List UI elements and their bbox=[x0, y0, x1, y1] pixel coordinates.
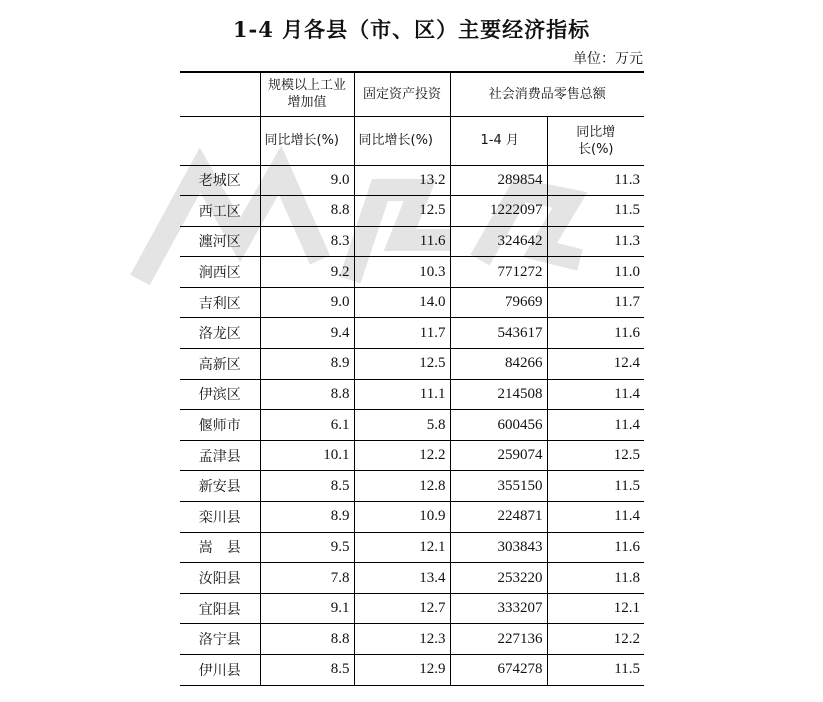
county-name-cell: 偃师市 bbox=[180, 410, 260, 441]
header-industrial: 规模以上工业增加值 bbox=[260, 72, 354, 116]
table-row bbox=[180, 318, 644, 349]
retail-growth-cell: 12.5 bbox=[547, 440, 644, 471]
county-name-cell: 汝阳县 bbox=[180, 563, 260, 594]
retail-growth-cell: 11.4 bbox=[547, 379, 644, 410]
subheader-industrial-growth: 同比增长(%) bbox=[260, 116, 354, 165]
industrial-growth-cell: 8.9 bbox=[260, 502, 354, 533]
table-row bbox=[180, 471, 644, 502]
county-name-cell: 吉利区 bbox=[180, 287, 260, 318]
county-name-cell: 伊川县 bbox=[180, 655, 260, 686]
retail-total-cell: 253220 bbox=[450, 563, 547, 594]
table-row bbox=[180, 226, 644, 257]
investment-growth-cell: 12.5 bbox=[354, 196, 450, 227]
retail-growth-cell: 11.6 bbox=[547, 318, 644, 349]
table-row bbox=[180, 593, 644, 624]
industrial-growth-cell: 7.8 bbox=[260, 563, 354, 594]
investment-growth-cell: 11.7 bbox=[354, 318, 450, 349]
retail-growth-cell: 11.4 bbox=[547, 502, 644, 533]
table-row bbox=[180, 624, 644, 655]
investment-growth-cell: 12.3 bbox=[354, 624, 450, 655]
industrial-growth-cell: 9.4 bbox=[260, 318, 354, 349]
table-row bbox=[180, 502, 644, 533]
page-title: 1-4 月各县（市、区）主要经济指标 bbox=[232, 17, 591, 42]
subheader-retail-period: 1-4 月 bbox=[450, 116, 547, 165]
investment-growth-cell: 10.3 bbox=[354, 257, 450, 288]
retail-growth-cell: 12.4 bbox=[547, 349, 644, 380]
industrial-growth-cell: 9.0 bbox=[260, 165, 354, 196]
table-row bbox=[180, 563, 644, 594]
industrial-growth-cell: 8.5 bbox=[260, 471, 354, 502]
county-name-cell: 宜阳县 bbox=[180, 593, 260, 624]
investment-growth-cell: 11.1 bbox=[354, 379, 450, 410]
economic-indicators-table bbox=[180, 71, 644, 686]
retail-total-cell: 543617 bbox=[450, 318, 547, 349]
investment-growth-cell: 12.2 bbox=[354, 440, 450, 471]
county-name-cell: 西工区 bbox=[180, 196, 260, 227]
industrial-growth-cell: 9.2 bbox=[260, 257, 354, 288]
table-row bbox=[180, 349, 644, 380]
retail-growth-cell: 11.4 bbox=[547, 410, 644, 441]
county-name-cell: 洛龙区 bbox=[180, 318, 260, 349]
retail-growth-cell: 11.7 bbox=[547, 287, 644, 318]
county-name-cell: 孟津县 bbox=[180, 440, 260, 471]
retail-total-cell: 324642 bbox=[450, 226, 547, 257]
county-name-cell: 嵩 县 bbox=[180, 532, 260, 563]
investment-growth-cell: 14.0 bbox=[354, 287, 450, 318]
investment-growth-cell: 12.9 bbox=[354, 655, 450, 686]
industrial-growth-cell: 9.1 bbox=[260, 593, 354, 624]
retail-growth-cell: 11.3 bbox=[547, 226, 644, 257]
table-row bbox=[180, 165, 644, 196]
table-row bbox=[180, 379, 644, 410]
county-name-cell: 新安县 bbox=[180, 471, 260, 502]
county-name-cell: 涧西区 bbox=[180, 257, 260, 288]
retail-total-cell: 79669 bbox=[450, 287, 547, 318]
header-retail: 社会消费品零售总额 bbox=[450, 72, 644, 116]
table-row bbox=[180, 532, 644, 563]
industrial-growth-cell: 8.3 bbox=[260, 226, 354, 257]
investment-growth-cell: 10.9 bbox=[354, 502, 450, 533]
retail-total-cell: 1222097 bbox=[450, 196, 547, 227]
investment-growth-cell: 12.1 bbox=[354, 532, 450, 563]
retail-total-cell: 289854 bbox=[450, 165, 547, 196]
investment-growth-cell: 12.8 bbox=[354, 471, 450, 502]
retail-total-cell: 259074 bbox=[450, 440, 547, 471]
retail-growth-cell: 11.5 bbox=[547, 655, 644, 686]
retail-total-cell: 303843 bbox=[450, 532, 547, 563]
retail-total-cell: 600456 bbox=[450, 410, 547, 441]
investment-growth-cell: 12.5 bbox=[354, 349, 450, 380]
industrial-growth-cell: 8.8 bbox=[260, 624, 354, 655]
table-row bbox=[180, 440, 644, 471]
industrial-growth-cell: 8.9 bbox=[260, 349, 354, 380]
retail-growth-cell: 11.3 bbox=[547, 165, 644, 196]
retail-growth-cell: 11.5 bbox=[547, 471, 644, 502]
industrial-growth-cell: 8.5 bbox=[260, 655, 354, 686]
county-name-cell: 洛宁县 bbox=[180, 624, 260, 655]
subheader-retail-growth: 同比增长(%) bbox=[547, 116, 644, 165]
retail-total-cell: 355150 bbox=[450, 471, 547, 502]
county-name-cell: 栾川县 bbox=[180, 502, 260, 533]
retail-total-cell: 84266 bbox=[450, 349, 547, 380]
retail-total-cell: 214508 bbox=[450, 379, 547, 410]
retail-total-cell: 224871 bbox=[450, 502, 547, 533]
investment-growth-cell: 11.6 bbox=[354, 226, 450, 257]
retail-total-cell: 674278 bbox=[450, 655, 547, 686]
retail-growth-cell: 12.1 bbox=[547, 593, 644, 624]
industrial-growth-cell: 6.1 bbox=[260, 410, 354, 441]
table-row bbox=[180, 196, 644, 227]
county-name-cell: 伊滨区 bbox=[180, 379, 260, 410]
header-investment: 固定资产投资 bbox=[354, 72, 450, 116]
retail-total-cell: 227136 bbox=[450, 624, 547, 655]
retail-total-cell: 771272 bbox=[450, 257, 547, 288]
subheader-investment-growth: 同比增长(%) bbox=[354, 116, 450, 165]
industrial-growth-cell: 8.8 bbox=[260, 196, 354, 227]
industrial-growth-cell: 8.8 bbox=[260, 379, 354, 410]
retail-growth-cell: 11.0 bbox=[547, 257, 644, 288]
retail-growth-cell: 11.5 bbox=[547, 196, 644, 227]
table-row bbox=[180, 287, 644, 318]
county-name-cell: 瀍河区 bbox=[180, 226, 260, 257]
retail-growth-cell: 11.6 bbox=[547, 532, 644, 563]
industrial-growth-cell: 10.1 bbox=[260, 440, 354, 471]
table-row bbox=[180, 410, 644, 441]
industrial-growth-cell: 9.5 bbox=[260, 532, 354, 563]
industrial-growth-cell: 9.0 bbox=[260, 287, 354, 318]
table-row bbox=[180, 655, 644, 686]
header-corner bbox=[180, 72, 260, 116]
retail-total-cell: 333207 bbox=[450, 593, 547, 624]
investment-growth-cell: 13.2 bbox=[354, 165, 450, 196]
investment-growth-cell: 12.7 bbox=[354, 593, 450, 624]
investment-growth-cell: 13.4 bbox=[354, 563, 450, 594]
county-name-cell: 老城区 bbox=[180, 165, 260, 196]
table-row bbox=[180, 257, 644, 288]
retail-growth-cell: 12.2 bbox=[547, 624, 644, 655]
county-name-cell: 高新区 bbox=[180, 349, 260, 380]
retail-growth-cell: 11.8 bbox=[547, 563, 644, 594]
header-corner-sub bbox=[180, 116, 260, 165]
unit-label: 单位：万元 bbox=[573, 51, 643, 67]
investment-growth-cell: 5.8 bbox=[354, 410, 450, 441]
